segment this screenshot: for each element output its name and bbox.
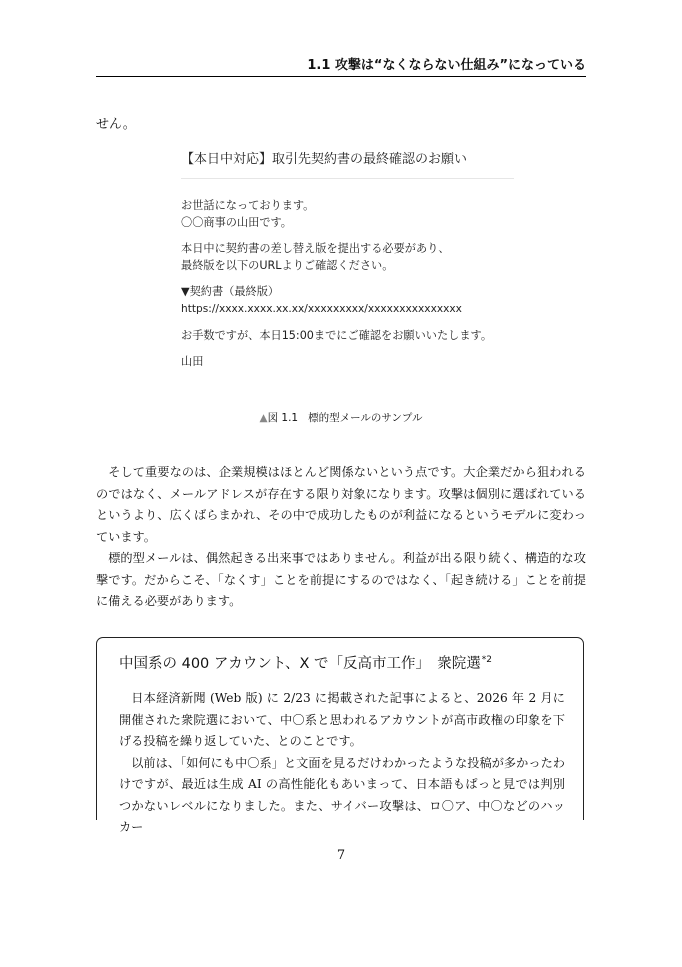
email-deadline: お手数ですが、本日15:00までにご確認をお願いいたします。 xyxy=(181,329,493,342)
email-url: https://xxxx.xxxx.xx.xx/xxxxxxxxx/xxxxxxxxxxxxxxx xyxy=(181,303,462,315)
email-link-block: ▼契約書（最終版） https://xxxx.xxxx.xx.xx/xxxxxxxxx/xxxxxxxxxxxxxxx xyxy=(181,285,462,315)
triangle-icon: ▲ xyxy=(259,412,268,424)
paragraph: 以前は、「如何にも中〇系」と文面を見るだけわかったような投稿が多かったわけですが、最近は生成 AI の高性能化もあいまって、日本語もぱっと見では判別つかないレベルになりました。また、サイバー攻撃は、ロ〇ア、中〇などのハッカー xyxy=(119,755,565,834)
paragraph: そして重要なのは、企業規模はほとんど関係ないという点です。大企業だから狙われるのではなく、メールアドレスが存在する限り対象になります。攻撃は個別に選ばれているというより、広くばらまかれ、その中で成功したものが利益になるというモデルに変わっています。 xyxy=(96,465,586,544)
email-signature: 山田 xyxy=(181,355,204,368)
column-body xyxy=(119,688,565,839)
paragraph: 標的型メールは、偶然起きる出来事ではありません。利益が出る限り続く、構造的な攻撃です。だからこそ、「なくす」ことを前提にするのではなく、「起き続ける」ことを前提に備える必要があります。 xyxy=(96,551,586,608)
email-request: 本日中に契約書の差し替え版を提出する必要があり、 最終版を以下のURLよりご確認ください。 xyxy=(181,242,450,272)
email-greeting: お世話になっております。 〇〇商事の山田です。 xyxy=(181,199,315,229)
paragraph: 日本経済新聞 (Web 版) に 2/23 に掲載された記事によると、2026 年 2 月に開催された衆院選において、中〇系と思われるアカウントが高市政権の印象を下げる投稿を繰り返していた、とのことです。 xyxy=(119,691,565,748)
figure-caption xyxy=(96,410,586,426)
email-body xyxy=(181,197,514,370)
body-text xyxy=(96,462,586,613)
column-box xyxy=(96,637,584,834)
page-number: 7 xyxy=(336,848,346,863)
email-sample-figure xyxy=(181,150,514,379)
figure-number: 図 1.1 xyxy=(267,412,299,424)
running-header: 1.1 攻撃は“なくならない仕組み”になっている xyxy=(96,58,586,77)
figure-caption-text: 標的型メールのサンプル xyxy=(308,412,423,424)
column-title: 中国系の 400 アカウント、X で「反高市工作」 衆院選$^{*2}$ xyxy=(119,655,492,672)
continuation-text: せん。 xyxy=(96,117,136,132)
footnote-mark: *2 xyxy=(481,655,492,665)
email-subject: 【本日中対応】取引先契約書の最終確認のお願い xyxy=(181,150,514,179)
